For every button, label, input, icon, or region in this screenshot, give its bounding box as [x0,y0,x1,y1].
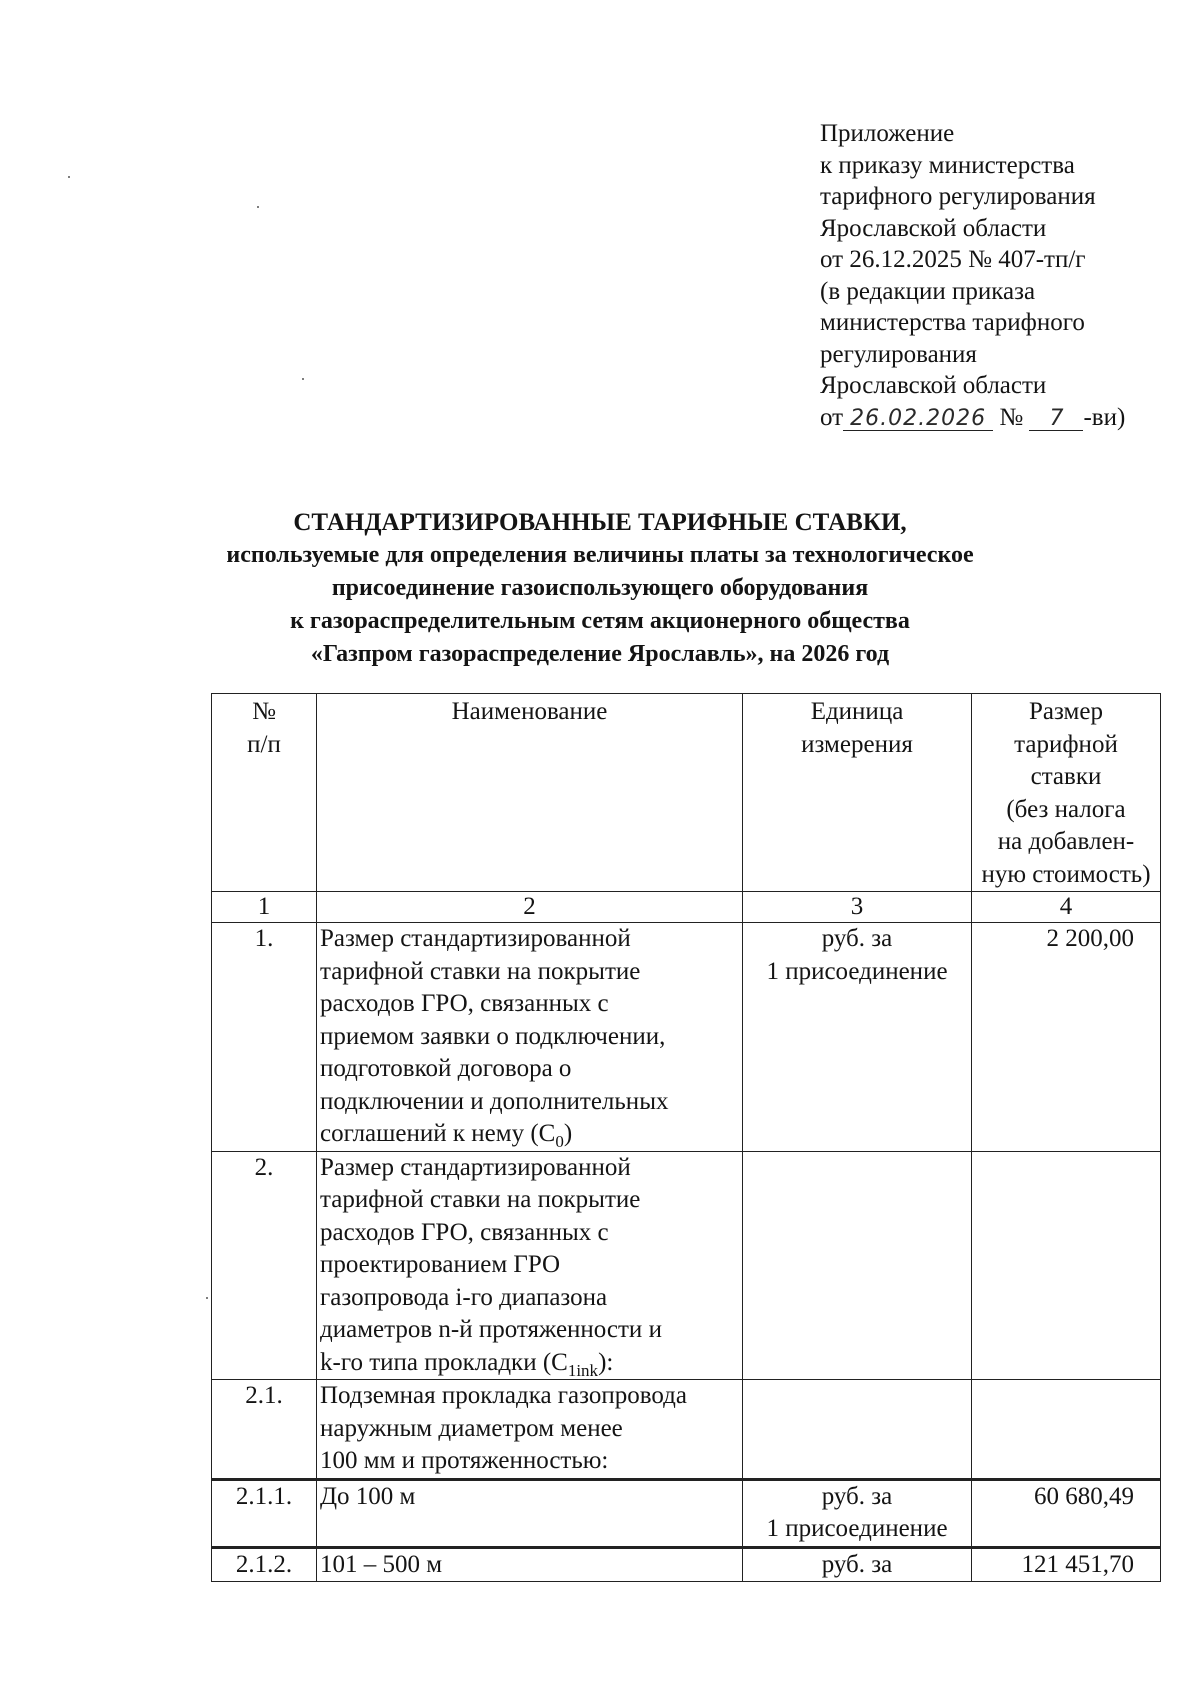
scan-speck [206,1297,208,1299]
header-unit: Единица измерения [743,694,972,892]
appendix-order-reference: от 26.12.2025 № 407-тп/г [820,246,1086,273]
handwritten-date: 26.02.2026 [843,408,993,431]
index-cell: 1 [212,892,317,923]
scan-speck [68,176,70,178]
appendix-line: министерства тарифного [820,309,1085,336]
amendment-prefix: от [820,403,844,431]
appendix-line: к приказу министерства [820,151,1075,179]
row-num: 2.1.2. [212,1547,317,1582]
table-index-row [212,892,1161,923]
appendix-line: Приложение [820,120,955,147]
appendix-line: регулирования [820,340,977,368]
row-name: Размер стандартизированной тарифной ставки на покрытие расходов ГРО, связанных с приемом заявки о подключении, подготовкой договора о подключении и дополнительных соглашений к нему $(C_0)$ [317,923,743,1152]
scan-speck [257,206,259,208]
appendix-line: (в редакции приказа [820,277,1036,305]
row-unit: руб. за 1 присоединение [743,1479,972,1547]
row-name: Размер стандартизированной тарифной ставки на покрытие расходов ГРО, связанных с проектированием ГРО газопровода i-го диапазона диаметров n-й протяженности и k-го типа прокладки $(C_{1ink})$: [317,1151,743,1380]
title-line: «Газпром газораспределение Ярославль», на 2026 год [310,641,890,667]
row-value: 60 680,49 [972,1479,1161,1547]
title-line: к газораспределительным сетям акционерного общества [290,608,910,634]
table-row [212,1479,1161,1547]
document-title [200,506,1000,671]
number-sign: № [999,403,1024,431]
header-value: Размер тарифной ставки (без налога на добавлен- ную стоимость) [972,694,1161,892]
row-unit: руб. за [743,1547,972,1582]
row-name: Подземная прокладка газопровода наружным диаметром менее 100 мм и протяженностью: [317,1380,743,1480]
row-num: 1. [212,923,317,1152]
row-num: 2.1. [212,1380,317,1480]
row-num: 2. [212,1151,317,1380]
header-name: Наименование [317,694,743,892]
handwritten-number: 7 [1029,408,1083,431]
row-unit [743,1151,972,1380]
tariff-table [211,693,1161,1582]
header-num: № п/п [212,694,317,892]
row-name: До 100 м [317,1479,743,1547]
index-cell: 3 [743,892,972,923]
row-unit: руб. за 1 присоединение [743,923,972,1152]
table-row [212,1380,1161,1480]
scan-speck [302,378,304,380]
table-row [212,923,1161,1152]
row-value: 121 451,70 [972,1547,1161,1582]
row-value: 2 200,00 [972,923,1161,1152]
amendment-suffix: -ви) [1083,403,1126,431]
index-cell: 2 [317,892,743,923]
row-unit [743,1380,972,1480]
appendix-line: Ярославской области [820,214,1047,242]
index-cell: 4 [972,892,1161,923]
table-row [212,1547,1161,1582]
title-main: СТАНДАРТИЗИРОВАННЫЕ ТАРИФНЫЕ СТАВКИ, [293,509,907,536]
appendix-line: тарифного регулирования [820,183,1096,210]
title-line: присоединение газоиспользующего оборудования [331,575,869,601]
row-name: 101 – 500 м [317,1547,743,1582]
table-row [212,1151,1161,1380]
row-value [972,1380,1161,1480]
row-value [972,1151,1161,1380]
table-header-row [212,694,1161,892]
row-num: 2.1.1. [212,1479,317,1547]
appendix-amendment-line [820,402,1125,434]
appendix-line: Ярославской области [820,372,1047,399]
title-line: используемые для определения величины платы за технологическое [226,542,974,568]
appendix-header [820,118,1125,433]
